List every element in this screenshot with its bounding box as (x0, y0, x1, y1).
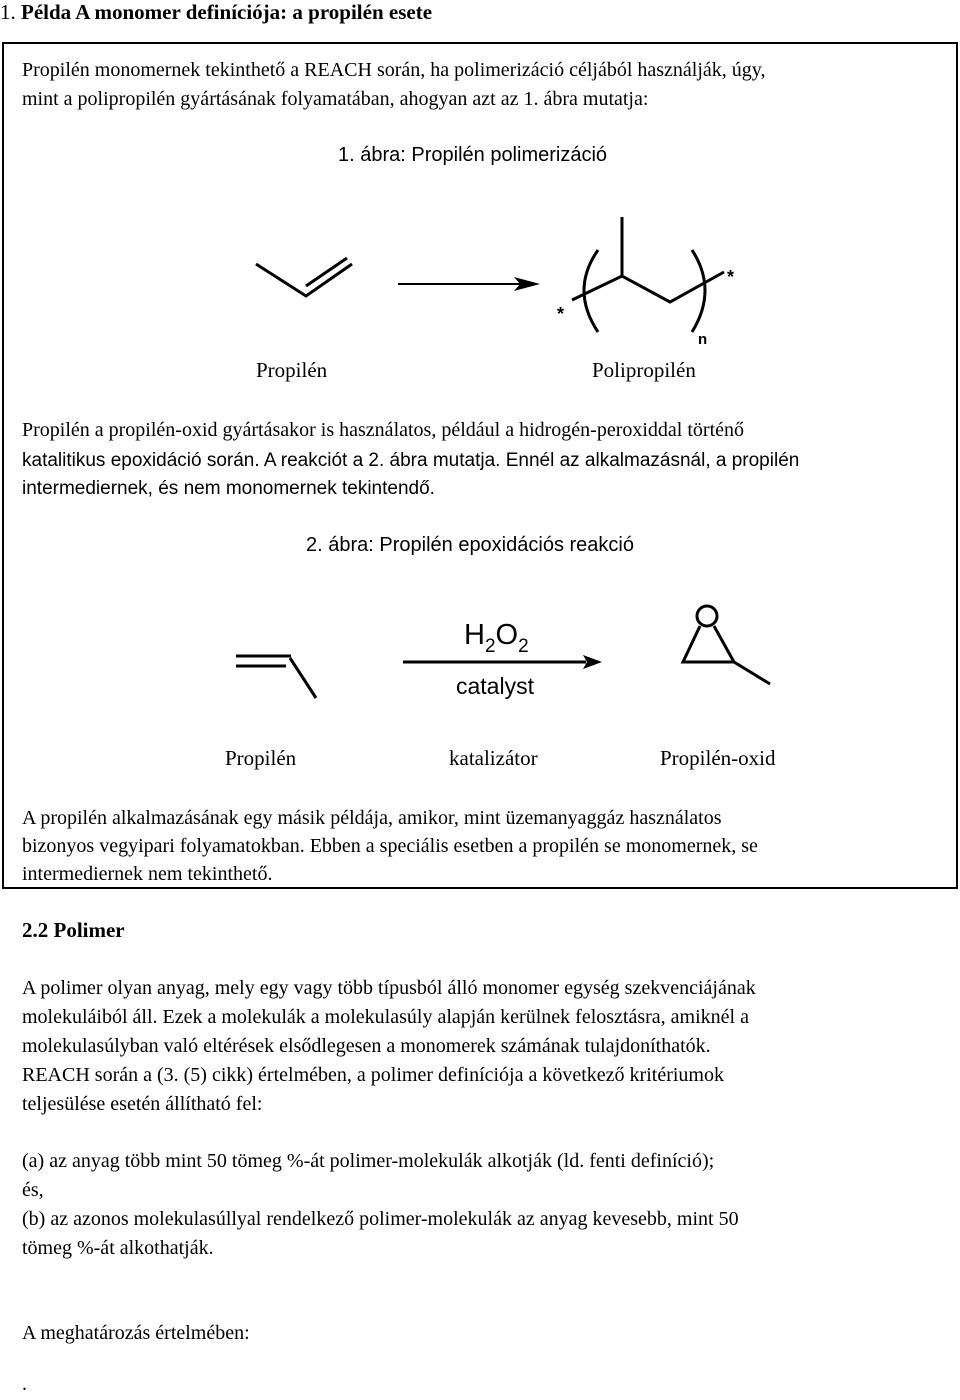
paragraph-line: intermediernek nem tekinthető. (22, 863, 273, 885)
paragraph-line: A propilén alkalmazásának egy másik példája, amikor, mint üzemanyaggáz használatos (22, 807, 722, 829)
paragraph-line: katalitikus epoxidáció során. A reakciót a 2. ábra mutatja. Ennél az alkalmazásnál, a propilén (22, 450, 800, 471)
paragraph-line: mint a polipropilén gyártásának folyamatában, ahogyan azt az 1. ábra mutatja: (22, 88, 649, 110)
subscript-n: n (698, 331, 708, 348)
propylene-oxide-structure (683, 606, 770, 684)
heading-number: 1. (0, 0, 16, 24)
paragraph-line: intermediernek, és nem monomernek tekintendő. (22, 478, 435, 499)
propylene-structure-2 (236, 656, 316, 698)
paragraph-line: bizonyos vegyipari folyamatokban. Ebben a speciális esetben a propilén se monomernek, se (22, 835, 758, 857)
paragraph-line: REACH során a (3. (5) cikk) értelmében, a polimer definíciója a következő kritériumok (22, 1064, 724, 1086)
paragraph-line: molekuláiból áll. Ezek a molekulák a molekulasúly alapján kerülnek felosztásra, amiknél a (22, 1006, 749, 1028)
criterion-line: (b) az azonos molekulasúllyal rendelkező polimer-molekulák az anyag kevesebb, mint 50 (22, 1208, 739, 1230)
figure-1-diagram (0, 0, 960, 400)
paragraph-line: molekulasúlyban való eltérések elsődlegesen a monomerek számának tulajdoníthatók. (22, 1035, 711, 1057)
criterion-line: tömeg %-át alkothatják. (22, 1237, 214, 1259)
polypropylene-structure (572, 217, 724, 332)
paragraph-line: A meghatározás értelmében: (22, 1322, 250, 1344)
trailing-dot: . (22, 1373, 27, 1395)
star-right: * (727, 267, 735, 287)
figure-1-label-propylene: Propilén (256, 358, 328, 382)
criterion-line: (a) az anyag több mint 50 tömeg %-át polimer-molekulák alkotják (ld. fenti definíció); (22, 1150, 715, 1172)
figure-2-diagram (0, 580, 960, 730)
section-title: 2.2 Polimer (22, 918, 125, 942)
reagent-h2o2: $H_2O_2$ (464, 619, 529, 657)
criterion-line: és, (22, 1179, 44, 1201)
figure-2-label-catalyst: katalizátor (449, 746, 538, 770)
propylene-structure (256, 258, 352, 296)
catalyst-label: catalyst (456, 673, 534, 699)
figure-2-label-propylene: Propilén (225, 746, 297, 770)
figure-2-caption: 2. ábra: Propilén epoxidációs reakció (306, 534, 634, 556)
heading-title: Példa A monomer definíciója: a propilén esete (21, 0, 433, 24)
paragraph-line: Propilén monomernek tekinthető a REACH során, ha polimerizáció céljából használják, úgy, (22, 59, 766, 81)
figure-1-caption: 1. ábra: Propilén polimerizáció (338, 144, 608, 166)
star-left: * (557, 304, 565, 324)
paragraph-line: Propilén a propilén-oxid gyártásakor is használatos, például a hidrogén-peroxiddal történő (22, 419, 745, 441)
figure-2-label-propylene-oxide: Propilén-oxid (660, 746, 776, 770)
paragraph-line: teljesülése esetén állítható fel: (22, 1093, 263, 1115)
paragraph-line: A polimer olyan anyag, mely egy vagy több típusból álló monomer egység szekvenciájának (22, 977, 756, 999)
figure-1-label-polypropylene: Polipropilén (592, 358, 696, 382)
